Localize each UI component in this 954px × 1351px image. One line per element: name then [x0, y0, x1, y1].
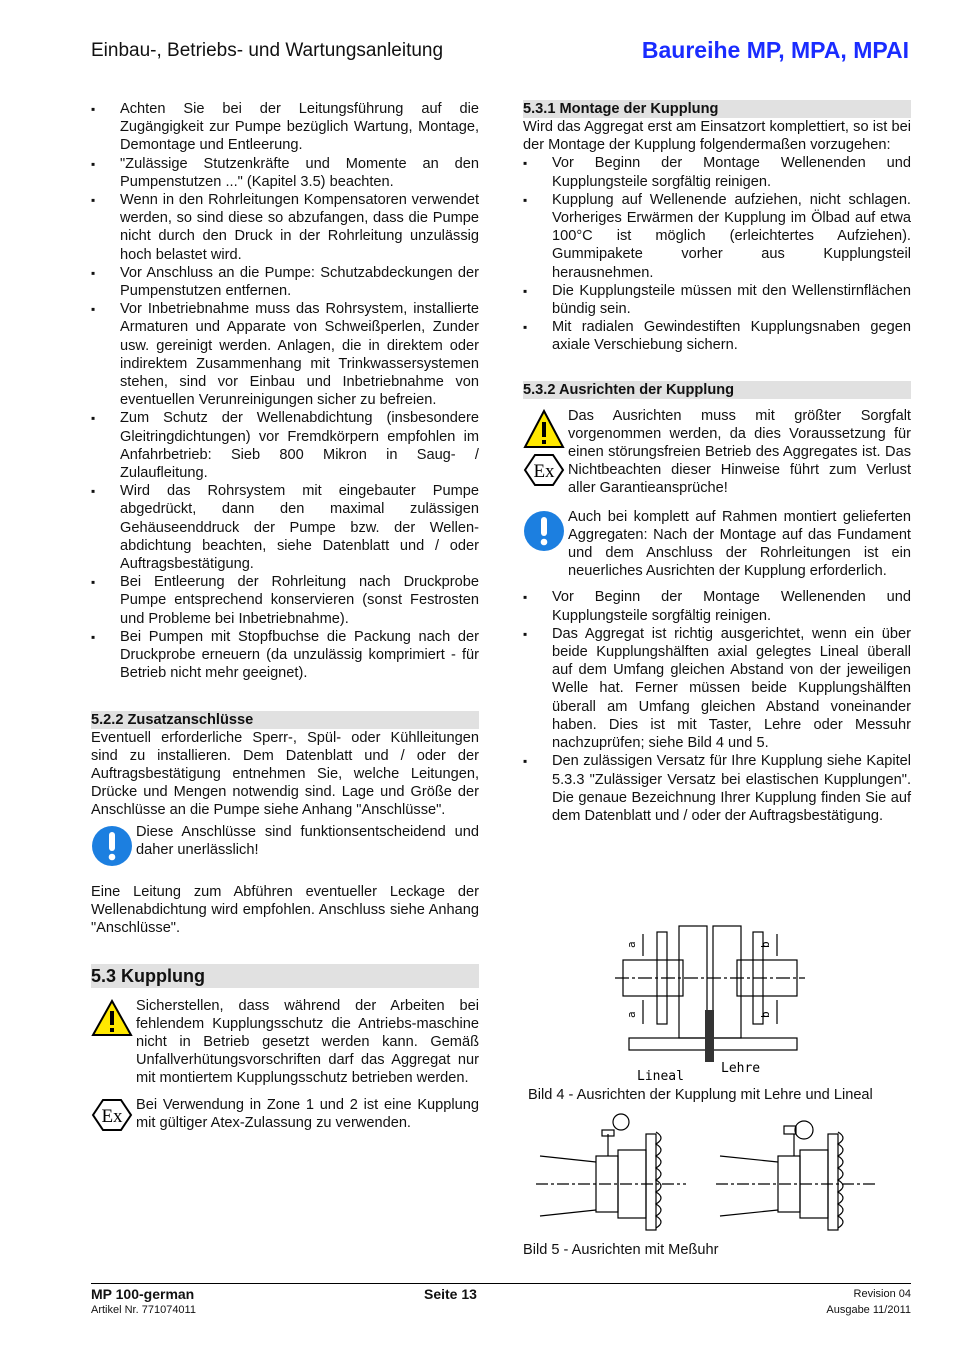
list-item: ▪ Vor Anschluss an die Pumpe: Schutzabdeckungen der Pumpenstutzen entfernen.	[91, 264, 479, 300]
warning-note-text: Das Ausrichten muss mit größter Sorgfalt vorgenommen werden, da dies Voraussetzung für einen störungsfreien Betrieb des Aggregates ist. Das Nichtbeachten dieser Hinweise führt zum Verlust aller Garantieansprüche!	[568, 407, 911, 497]
list-item: ▪ Das Aggregat ist richtig ausgerichtet, wenn ein über beide Kupplungshälften axial gelegtes Lineal überall auf dem Umfang gleichen Abstand von der jeweiligen Welle hat. Ferner müssen beide Kupplungshälften überall am Umfang gleichen Abstand voneinander haben. Dies ist mit Taster, Lehre oder Messuhr nachzuprüfen; siehe Bild 4 und 5.	[523, 625, 911, 752]
section-heading-532: 5.3.2 Ausrichten der Kupplung	[523, 381, 911, 399]
section-heading-531: 5.3.1 Montage der Kupplung	[523, 100, 911, 118]
list-item: ▪ Vor Inbetriebnahme muss das Rohrsystem, installierte Armaturen und Apparate von Schweißperlen, Zunder usw. gereinigt werden. Anlagen, die in direktem oder indirektem Zusammenhang mit Trinkwassersystemen stehen, sind vor Einbau und Inbetriebnahme von eventuellen Verunreinigungen sicher zu befreien.	[91, 300, 479, 409]
atex-ex-icon	[523, 453, 565, 492]
exclamation-circle-icon	[91, 825, 133, 872]
info-note-text: Auch bei komplett auf Rahmen montiert gelieferten Aggregaten: Nach der Montage auf das Fundament und dem Anschluss der Rohrleitungen ist ein neuerliches Ausrichten der Kupplung erforderlich.	[568, 508, 911, 580]
footer-issue: Ausgabe 11/2011	[826, 1304, 911, 1316]
mounting-bullet-list	[523, 154, 911, 354]
figure-coupling-gauge-ruler	[615, 912, 805, 1084]
label-b-bottom: b	[759, 1011, 772, 1018]
exclamation-circle-icon	[523, 510, 565, 557]
list-item: ▪ Bei Entleerung der Rohrleitung nach Druckprobe Pumpe entsprechend konservieren (sonst Festrosten und Probleme bei Inbetriebnahme).	[91, 573, 479, 628]
section-heading-53: 5.3 Kupplung	[91, 964, 479, 988]
list-item: ▪ Wird das Rohrsystem mit eingebauter Pumpe abgedrückt, dann den maximal zulässigen Gehäuseenddruck der Pumpe bzw. der Wellen-abdichtung beachten, siehe Datenblatt und / oder Auftragsbestätigung.	[91, 482, 479, 573]
atex-ex-icon	[91, 1098, 133, 1137]
info-note	[91, 823, 479, 859]
svg-text:Ex: Ex	[533, 460, 555, 482]
warning-note-text: Sicherstellen, dass während der Arbeiten bei fehlendem Kupplungsschutz die Antriebs-maschine nicht in Betrieb gesetzt werden kann. Gemäß Unfallverhütungsvorschriften darf das Aggregat nur mit montiertem Kupplungsschutz betrieben werden.	[136, 997, 479, 1087]
warning-note	[91, 997, 479, 1088]
label-a-bottom: a	[625, 1011, 638, 1018]
info-note	[523, 508, 911, 581]
warning-triangle-icon	[91, 999, 133, 1042]
right-column	[523, 100, 911, 825]
footer-article-number: Artikel Nr. 771074011	[91, 1304, 196, 1316]
footer-divider	[91, 1283, 911, 1284]
paragraph: Wird das Aggregat erst am Einsatzort komplettiert, so ist bei der Montage der Kupplung folgendermaßen vorzugehen:	[523, 119, 911, 154]
figure5-caption: Bild 5 - Ausrichten mit Meßuhr	[523, 1242, 719, 1258]
list-item: ▪ Vor Beginn der Montage Wellenenden und Kupplungsteile sorgfältig reinigen.	[523, 154, 911, 190]
list-item: ▪ Wenn in den Rohrleitungen Kompensatoren verwendet werden, so sind diese so abzufangen, dass die Pumpe nicht durch den Druck in der Rohrleitung unzulässig hoch belastet wird.	[91, 191, 479, 264]
list-item: ▪ Zum Schutz der Wellenabdichtung (insbesondere Gleitringdichtungen) vor Fremdkörpern empfohlen im Anfahrbetrieb: Sieb 800 Mikron in Saug- / Zulaufleitung.	[91, 409, 479, 482]
gauge-block	[705, 1010, 714, 1062]
warning-triangle-icon	[523, 409, 565, 454]
atex-note-text: Bei Verwendung in Zone 1 und 2 ist eine Kupplung mit gültiger Atex-Zulassung zu verwenden.	[136, 1096, 479, 1131]
left-column	[91, 100, 479, 1132]
label-lehre: Lehre	[721, 1061, 761, 1076]
figure4-caption: Bild 4 - Ausrichten der Kupplung mit Lehre und Lineal	[528, 1087, 873, 1103]
section-heading-522: 5.2.2 Zusatzanschlüsse	[91, 711, 479, 729]
alignment-bullet-list	[523, 588, 911, 825]
series-title: Baureihe MP, MPA, MPAI	[641, 37, 909, 63]
installation-bullet-list	[91, 100, 479, 683]
label-a-top: a	[625, 941, 638, 948]
list-item: ▪ Die Kupplungsteile müssen mit den Wellenstirnflächen bündig sein.	[523, 282, 911, 318]
paragraph: Eventuell erforderliche Sperr-, Spül- oder Kühlleitungen sind zu installieren. Dem Datenblatt und / oder der Auftragsbestätigung entnehmen Sie, welche Leitungen, Drücke und Mengen notwendig sind. Lage und Größe der Anschlüsse an die Pumpe siehe Anhang "Anschlüsse".	[91, 729, 479, 819]
svg-text:Ex: Ex	[101, 1105, 123, 1127]
figure-dial-gauge-alignment	[536, 1112, 901, 1234]
paragraph: Eine Leitung zum Abführen eventueller Leckage der Wellenabdichtung wird empfohlen. Anschluss siehe Anhang "Anschlüsse".	[91, 883, 479, 937]
info-note-text: Diese Anschlüsse sind funktionsentscheidend und daher unerlässlich!	[136, 823, 479, 858]
list-item: ▪ Bei Pumpen mit Stopfbuchse die Packung nach der Druckprobe erneuern (da unzulässig komprimiert - für Betrieb nicht mehr geeignet).	[91, 628, 479, 683]
atex-note	[91, 1096, 479, 1132]
footer-page-number: Seite 13	[424, 1286, 477, 1302]
warning-atex-note	[523, 407, 911, 498]
list-item: ▪ Mit radialen Gewindestiften Kupplungsnaben gegen axiale Verschiebung sichern.	[523, 318, 911, 354]
footer-doc-name: MP 100-german	[91, 1286, 195, 1302]
header-title: Einbau-, Betriebs- und Wartungsanleitung	[91, 40, 444, 61]
label-b-top: b	[759, 941, 772, 948]
list-item: ▪ Kupplung auf Wellenende aufziehen, nicht schlagen. Vorheriges Erwärmen der Kupplung im Ölbad auf etwa 100°C ist möglich (erleichtertes Aufziehen). Gummipakete vorher aus Kupplungsteil herausnehmen.	[523, 191, 911, 282]
list-item: ▪ Achten Sie bei der Leitungsführung auf die Zugängigkeit zur Pumpe bezüglich Wartung, Montage, Demontage und Entleerung.	[91, 100, 479, 155]
footer-revision: Revision 04	[853, 1288, 911, 1300]
list-item: ▪ "Zulässige Stutzenkräfte und Momente an den Pumpenstutzen ..." (Kapitel 3.5) beachten.	[91, 155, 479, 191]
label-lineal: Lineal	[637, 1069, 684, 1084]
list-item: ▪ Den zulässigen Versatz für Ihre Kupplung siehe Kapitel 5.3.3 "Zulässiger Versatz bei elastischen Kupplungen". Die genaue Bezeichnung Ihrer Kupplung finden Sie auf dem Datenblatt und / oder der Auftragsbestätigung.	[523, 752, 911, 825]
list-item: ▪ Vor Beginn der Montage Wellenenden und Kupplungsteile sorgfältig reinigen.	[523, 588, 911, 624]
